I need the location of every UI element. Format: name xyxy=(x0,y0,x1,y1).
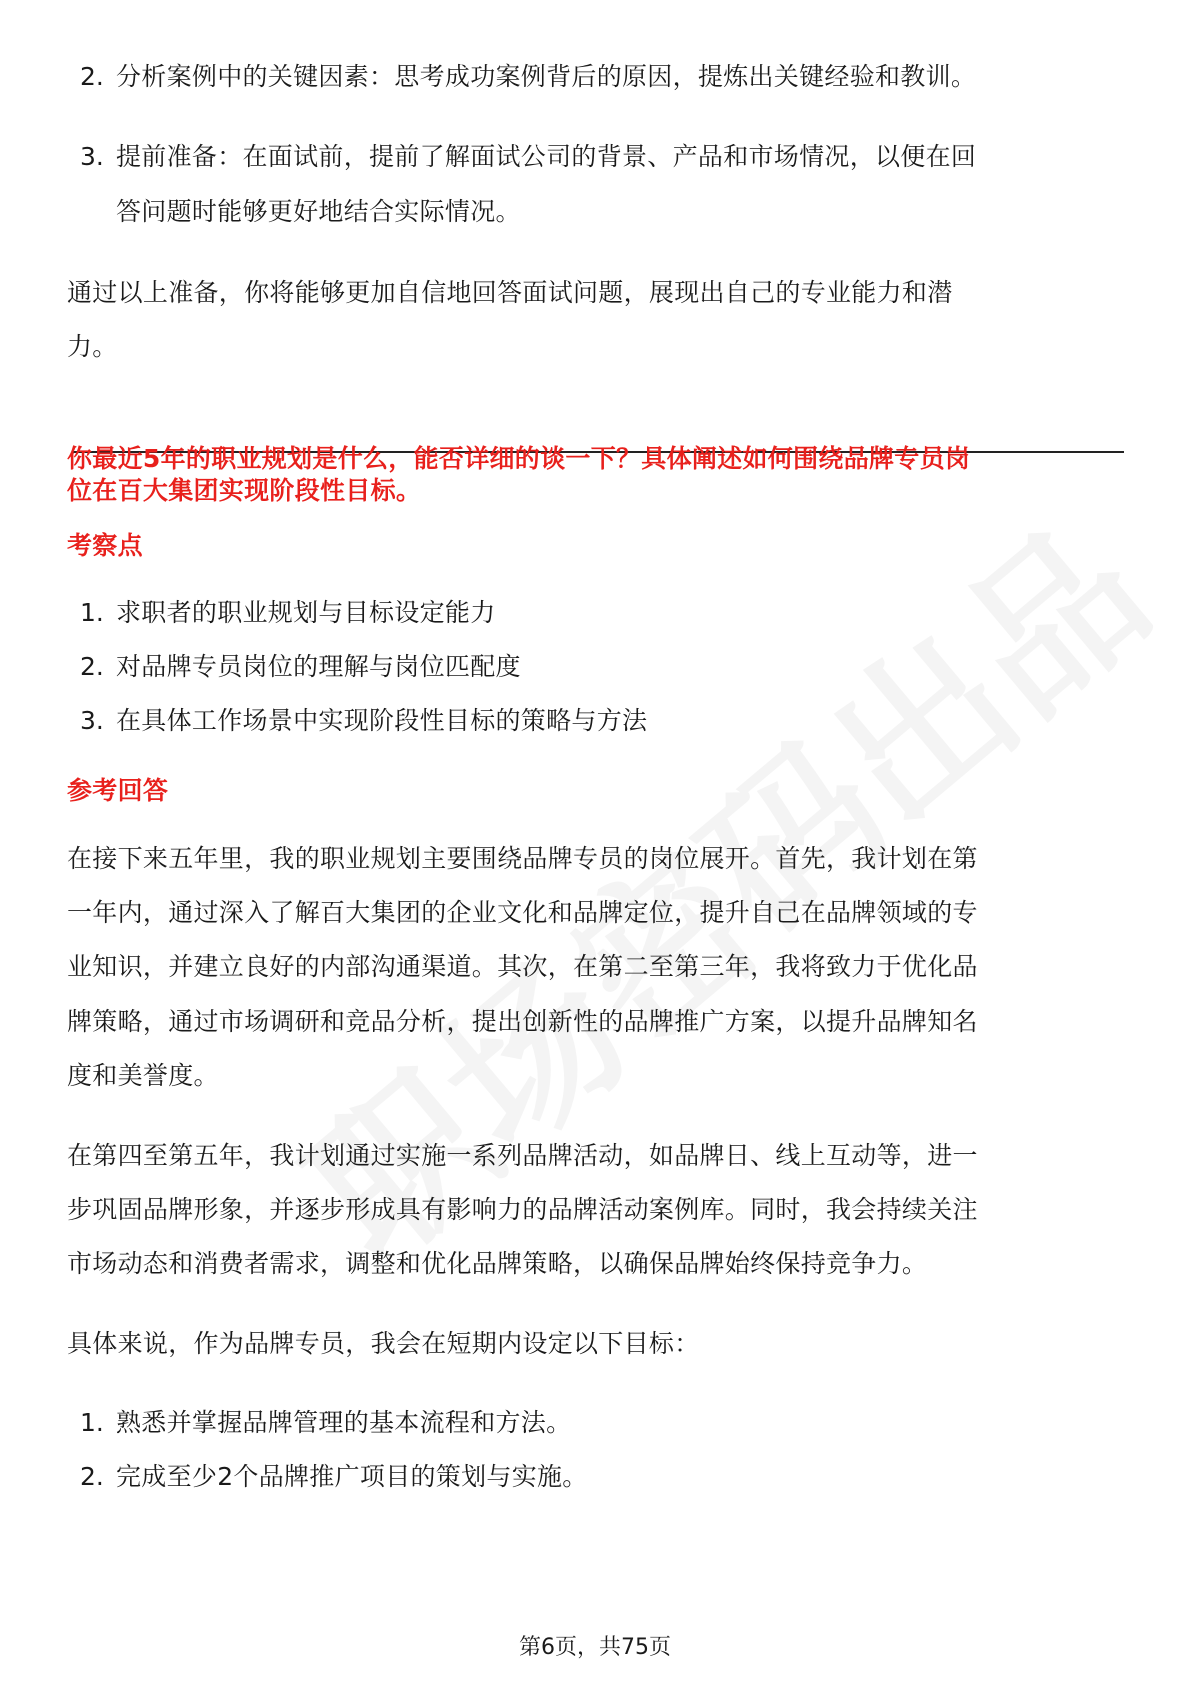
paragraph-line: 牌策略，通过市场调研和竞品分析，提出创新性的品牌推广方案，以提升品牌知名 xyxy=(67,1007,978,1036)
list-number: 3. xyxy=(80,706,104,735)
list-item-text: 求职者的职业规划与目标设定能力 xyxy=(116,598,496,627)
list-item-text: 分析案例中的关键因素：思考成功案例背后的原因，提炼出关键经验和教训。 xyxy=(116,62,977,91)
paragraph-line: 业知识，并建立良好的内部沟通渠道。其次，在第二至第三年，我将致力于优化品 xyxy=(67,952,978,981)
list-number: 2. xyxy=(80,652,104,681)
question-line: 位在百大集团实现阶段性目标。 xyxy=(67,476,422,505)
list-item-text: 完成至少2个品牌推广项目的策划与实施。 xyxy=(116,1462,588,1491)
question-line: 你最近5年的职业规划是什么，能否详细的谈一下？具体阐述如何围绕品牌专员岗 xyxy=(67,444,971,473)
list-item-text: 在具体工作场景中实现阶段性目标的策略与方法 xyxy=(116,706,648,735)
paragraph-line: 具体来说，作为品牌专员，我会在短期内设定以下目标： xyxy=(67,1329,700,1358)
list-item-text: 提前准备：在面试前，提前了解面试公司的背景、产品和市场情况，以便在回 xyxy=(116,142,977,171)
list-number: 1. xyxy=(80,598,104,627)
paragraph-line: 步巩固品牌形象，并逐步形成具有影响力的品牌活动案例库。同时，我会持续关注 xyxy=(67,1195,978,1224)
paragraph-line: 市场动态和消费者需求，调整和优化品牌策略，以确保品牌始终保持竞争力。 xyxy=(67,1249,928,1278)
paragraph-line: 一年内，通过深入了解百大集团的企业文化和品牌定位，提升自己在品牌领域的专 xyxy=(67,898,978,927)
page-footer: 第6页，共75页 xyxy=(519,1635,671,1660)
list-number: 2. xyxy=(80,1462,104,1491)
paragraph-line: 在接下来五年里，我的职业规划主要围绕品牌专员的岗位展开。首先，我计划在第 xyxy=(67,844,978,873)
list-number: 1. xyxy=(80,1408,104,1437)
paragraph-line: 力。 xyxy=(67,332,118,361)
list-number: 2. xyxy=(80,62,104,91)
paragraph-line: 度和美誉度。 xyxy=(67,1061,219,1090)
list-number: 3. xyxy=(80,142,104,171)
focus-heading: 考察点 xyxy=(67,531,143,560)
paragraph-line: 通过以上准备，你将能够更加自信地回答面试问题，展现出自己的专业能力和潜 xyxy=(67,278,953,307)
list-item-text: 对品牌专员岗位的理解与岗位匹配度 xyxy=(116,652,521,681)
watermark xyxy=(251,461,1190,1304)
paragraph-line: 在第四至第五年，我计划通过实施一系列品牌活动，如品牌日、线上互动等，进一 xyxy=(67,1141,978,1170)
answer-heading: 参考回答 xyxy=(67,776,169,805)
list-item-text: 熟悉并掌握品牌管理的基本流程和方法。 xyxy=(116,1408,572,1437)
list-item-text: 答问题时能够更好地结合实际情况。 xyxy=(116,197,521,226)
